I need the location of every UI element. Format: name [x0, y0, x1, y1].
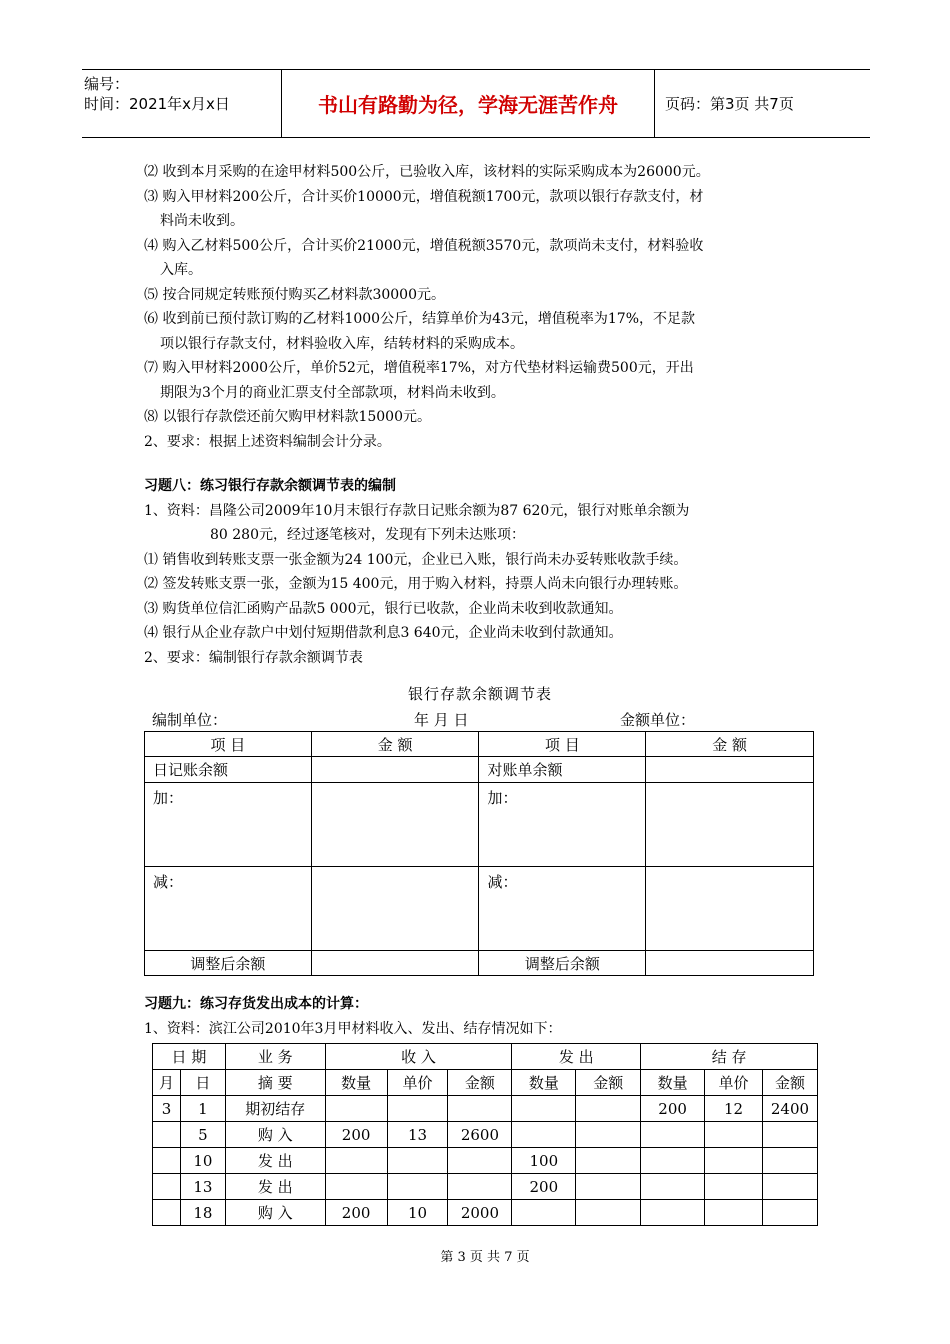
cell-d: 5 [180, 1122, 225, 1148]
ex9-title: 习题九：练习存货发出成本的计算： [144, 996, 368, 1012]
col-issue: 发 出 [512, 1044, 641, 1070]
ex8-line: ⑵ 签发转账支票一张，金额为15 400元，用于购入材料，持票人尚未向银行办理转账。 [144, 576, 688, 592]
amount-unit-label: 金额单位： [620, 711, 696, 729]
ex7-item: ⑵ 收到本月采购的在途甲材料500公斤，已验收入库，该材料的实际采购成本为26000元。 [144, 164, 710, 180]
date-label: 时间：2021年x月x日 [84, 95, 230, 113]
adjusted-balance-label: 调整后余额 [479, 951, 646, 976]
col-date: 日 期 [153, 1044, 226, 1070]
adjusted-balance-label: 调整后余额 [145, 951, 312, 976]
cell-out_q [512, 1200, 576, 1226]
cell [311, 757, 479, 783]
cell [311, 867, 479, 951]
col-price: 单价 [387, 1070, 448, 1096]
reconciliation-title: 银行存款余额调节表 [407, 685, 552, 703]
table-row [153, 1122, 818, 1148]
cell [646, 757, 814, 783]
cell-b_q [641, 1122, 705, 1148]
table-header-row [153, 1044, 818, 1070]
header-motto: 书山有路勤为径，学海无涯苦作舟 [282, 70, 655, 137]
col-amount: 金 额 [646, 732, 814, 757]
ex7-item-cont: 期限为3个月的商业汇票支付全部款项，材料尚未收到。 [160, 384, 505, 401]
ex8-title: 习题八：练习银行存款余额调节表的编制 [144, 478, 396, 494]
ex9-intro: 1、资料：滨江公司2010年3月甲材料收入、发出、结存情况如下： [144, 1020, 562, 1037]
cell-in_q: 200 [325, 1122, 387, 1148]
table-row [153, 1096, 818, 1122]
cell-b_a [762, 1148, 817, 1174]
cell-b_q [641, 1200, 705, 1226]
cell-out_a [576, 1200, 641, 1226]
table-row [145, 783, 814, 867]
unit-label: 编制单位： [152, 711, 228, 729]
ex8-line: ⑷ 银行从企业存款户中划付短期借款利息3 640元，企业尚未收到付款通知。 [144, 625, 623, 641]
ex7-item: ⑻ 以银行存款偿还前欠购甲材料款15000元。 [144, 409, 431, 425]
cell [646, 867, 814, 951]
cell-in_p [387, 1148, 448, 1174]
page-header [82, 69, 870, 138]
cell-b_p [705, 1148, 763, 1174]
ex7-requirement: 2、要求：根据上述资料编制会计分录。 [144, 433, 391, 450]
col-price: 单价 [705, 1070, 763, 1096]
col-item: 项 目 [479, 732, 646, 757]
cell-out_q: 100 [512, 1148, 576, 1174]
ex7-item-cont: 项以银行存款支付，材料验收入库，结转材料的采购成本。 [160, 335, 524, 352]
cell-in_a: 2000 [448, 1200, 512, 1226]
cell-out_q: 200 [512, 1174, 576, 1200]
cell-m: 3 [153, 1096, 181, 1122]
cell-in_q [325, 1174, 387, 1200]
cell-in_p: 13 [387, 1122, 448, 1148]
ex7-item: ⑶ 购入甲材料200公斤，合计买价10000元，增值税额1700元，款项以银行存款支付，材 [144, 188, 704, 205]
cell-m [153, 1174, 181, 1200]
ex8-line: ⑴ 销售收到转账支票一张金额为24 100元，企业已入账，银行尚未办妥转账收款手续。 [144, 551, 688, 568]
header-meta [82, 70, 282, 137]
cell-d: 10 [180, 1148, 225, 1174]
cell-b_a [762, 1200, 817, 1226]
col-item: 项 目 [145, 732, 312, 757]
col-income: 收 入 [325, 1044, 512, 1070]
cell-in_a [448, 1096, 512, 1122]
cell-out_a [576, 1096, 641, 1122]
col-amount: 金额 [448, 1070, 512, 1096]
sub-label: 减： [145, 867, 312, 951]
cell-b_p [705, 1200, 763, 1226]
ex8-line: ⑶ 购货单位信汇函购产品款5 000元，银行已收款，企业尚未收到收款通知。 [144, 600, 623, 617]
cell-out_q [512, 1096, 576, 1122]
cell-d: 18 [180, 1200, 225, 1226]
cell-in_p [387, 1174, 448, 1200]
ex8-requirement: 2、要求：编制银行存款余额调节表 [144, 649, 363, 666]
col-qty: 数量 [512, 1070, 576, 1096]
ex7-item-cont: 料尚未收到。 [160, 213, 244, 229]
table-date-label: 年 月 日 [414, 711, 469, 729]
cell-b_a: 2400 [762, 1096, 817, 1122]
header-page-number: 页码：第3页 共7页 [665, 95, 794, 113]
cell-b_a [762, 1122, 817, 1148]
col-amount: 金 额 [311, 732, 479, 757]
col-qty: 数量 [641, 1070, 705, 1096]
cell-m [153, 1122, 181, 1148]
cell-in_a [448, 1174, 512, 1200]
ex8-line: 1、资料：昌隆公司2009年10月末银行存款日记账余额为87 620元，银行对账单余额为 [144, 502, 690, 519]
col-qty: 数量 [325, 1070, 387, 1096]
cell-out_a [576, 1122, 641, 1148]
cell-in_p: 10 [387, 1200, 448, 1226]
ledger-balance-label: 日记账余额 [145, 757, 312, 783]
sub-label: 减： [479, 867, 646, 951]
cell-desc: 发 出 [225, 1148, 325, 1174]
table-row [153, 1200, 818, 1226]
cell [311, 783, 479, 867]
ex8-line: 80 280元，经过逐笔核对，发现有下列未达账项： [210, 527, 525, 543]
cell-b_a [762, 1174, 817, 1200]
cell-out_a [576, 1148, 641, 1174]
table-row [153, 1148, 818, 1174]
cell-desc: 期初结存 [225, 1096, 325, 1122]
cell-b_q [641, 1174, 705, 1200]
ex7-item: ⑸ 按合同规定转账预付购买乙材料款30000元。 [144, 286, 445, 303]
cell-b_p [705, 1174, 763, 1200]
table-header-row [153, 1070, 818, 1096]
col-amount: 金额 [762, 1070, 817, 1096]
table-row [145, 951, 814, 976]
table-row [153, 1174, 818, 1200]
cell-in_q [325, 1148, 387, 1174]
col-summary-bottom: 摘 要 [225, 1070, 325, 1096]
table-header-row [145, 732, 814, 757]
reconciliation-table [144, 731, 814, 976]
col-amount: 金额 [576, 1070, 641, 1096]
document-body [144, 160, 816, 670]
cell-out_a [576, 1174, 641, 1200]
cell-d: 1 [180, 1096, 225, 1122]
col-month: 月 [153, 1070, 181, 1096]
cell-d: 13 [180, 1174, 225, 1200]
statement-balance-label: 对账单余额 [479, 757, 646, 783]
cell-b_q [641, 1148, 705, 1174]
serial-label: 编号： [84, 75, 130, 93]
col-balance: 结 存 [641, 1044, 818, 1070]
cell [311, 951, 479, 976]
col-day: 日 [180, 1070, 225, 1096]
inventory-table [152, 1043, 818, 1226]
cell [646, 783, 814, 867]
cell-m [153, 1148, 181, 1174]
ex7-item: ⑷ 购入乙材料500公斤，合计买价21000元，增值税额3570元，款项尚未支付，材料验收 [144, 237, 704, 254]
inventory-rows [153, 1096, 818, 1226]
cell [646, 951, 814, 976]
cell-desc: 发 出 [225, 1174, 325, 1200]
cell-in_a [448, 1148, 512, 1174]
table-row [145, 757, 814, 783]
col-summary-top: 业 务 [225, 1044, 325, 1070]
page-footer: 第 3 页 共 7 页 [440, 1250, 530, 1265]
cell-out_q [512, 1122, 576, 1148]
add-label: 加： [145, 783, 312, 867]
ex9-section [144, 992, 816, 1041]
cell-b_p [705, 1122, 763, 1148]
ex7-item-cont: 入库。 [160, 262, 202, 278]
cell-m [153, 1200, 181, 1226]
add-label: 加： [479, 783, 646, 867]
ex7-item: ⑺ 购入甲材料2000公斤，单价52元，增值税率17%，对方代垫材料运输费500元，开出 [144, 360, 694, 376]
cell-in_p [387, 1096, 448, 1122]
cell-desc: 购 入 [225, 1122, 325, 1148]
cell-b_q: 200 [641, 1096, 705, 1122]
cell-desc: 购 入 [225, 1200, 325, 1226]
cell-in_a: 2600 [448, 1122, 512, 1148]
cell-in_q: 200 [325, 1200, 387, 1226]
ex7-item: ⑹ 收到前已预付款订购的乙材料1000公斤，结算单价为43元，增值税率为17%，不足款 [144, 311, 696, 327]
table-row [145, 867, 814, 951]
cell-b_p: 12 [705, 1096, 763, 1122]
cell-in_q [325, 1096, 387, 1122]
